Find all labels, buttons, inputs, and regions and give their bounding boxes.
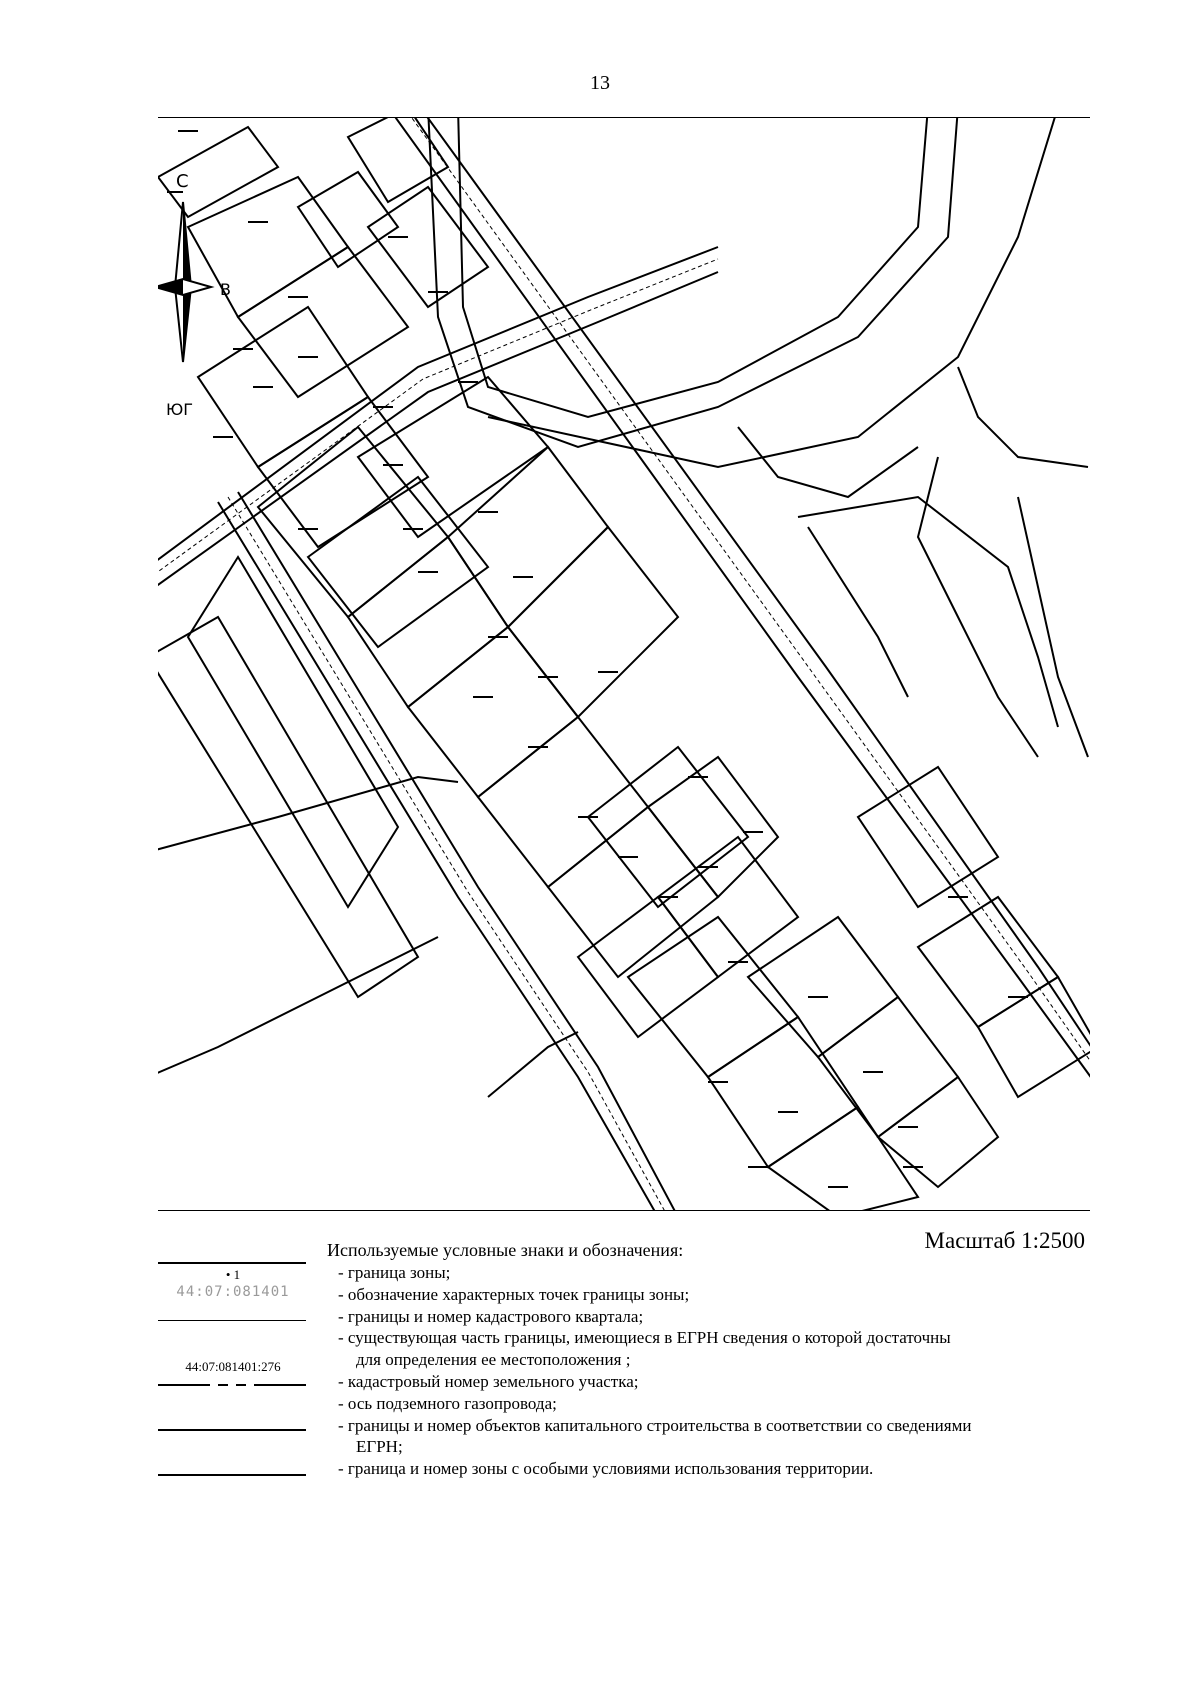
quarter-boundary-symbol (158, 1320, 306, 1321)
point-sample-label: • 1 (225, 1267, 241, 1282)
map-bottom-border (158, 1210, 1090, 1211)
legend-item: - граница зоны; (338, 1263, 451, 1282)
street-lower-b (238, 492, 678, 1210)
quarter-sample-label: 44:07:081401 (176, 1284, 290, 1300)
legend-item: - ось подземного газопровода; (338, 1393, 557, 1413)
map-scale: Масштаб 1:2500 (924, 1228, 1085, 1253)
legend-items (338, 1262, 1098, 1480)
north-arrow (158, 192, 211, 362)
legend-title: Используемые условные знаки и обозначения: (327, 1240, 684, 1260)
parcel-sample-label: 44:07:081401:276 (185, 1359, 281, 1374)
legend-item: - обозначение характерных точек границы зоны; (338, 1284, 690, 1304)
compass-east-label: В (220, 280, 231, 299)
legend-symbols (158, 1262, 308, 1502)
legend-item: - кадастровый номер земельного участка; (338, 1371, 639, 1391)
special-zone-symbol (158, 1474, 306, 1476)
street-main-b (420, 117, 1090, 1057)
legend-item: - границы и номер объектов капитального строительства в соответствии со сведениями (338, 1415, 972, 1435)
legend-item: для определения ее местоположения ; (356, 1350, 631, 1370)
compass-south-label: ЮГ (166, 400, 194, 419)
legend-item: ЕГРН; (356, 1437, 403, 1457)
page-number: 13 (590, 72, 610, 94)
zone-boundary-symbol (158, 1262, 306, 1264)
legend-item: - границы и номер кадастрового квартала; (338, 1306, 644, 1326)
cadastral-map (158, 117, 1090, 1210)
street-lower-a (218, 502, 658, 1210)
street-main-a (388, 117, 1090, 1087)
legend-item: - граница и номер зоны с особыми условиями использования территории. (338, 1459, 874, 1479)
building-boundary-symbol (158, 1429, 306, 1431)
legend-item: - существующая часть границы, имеющиеся в ЕГРН сведения о которой достаточны (338, 1328, 951, 1348)
channel-inner (458, 117, 928, 417)
compass-north-label: С (176, 171, 189, 192)
